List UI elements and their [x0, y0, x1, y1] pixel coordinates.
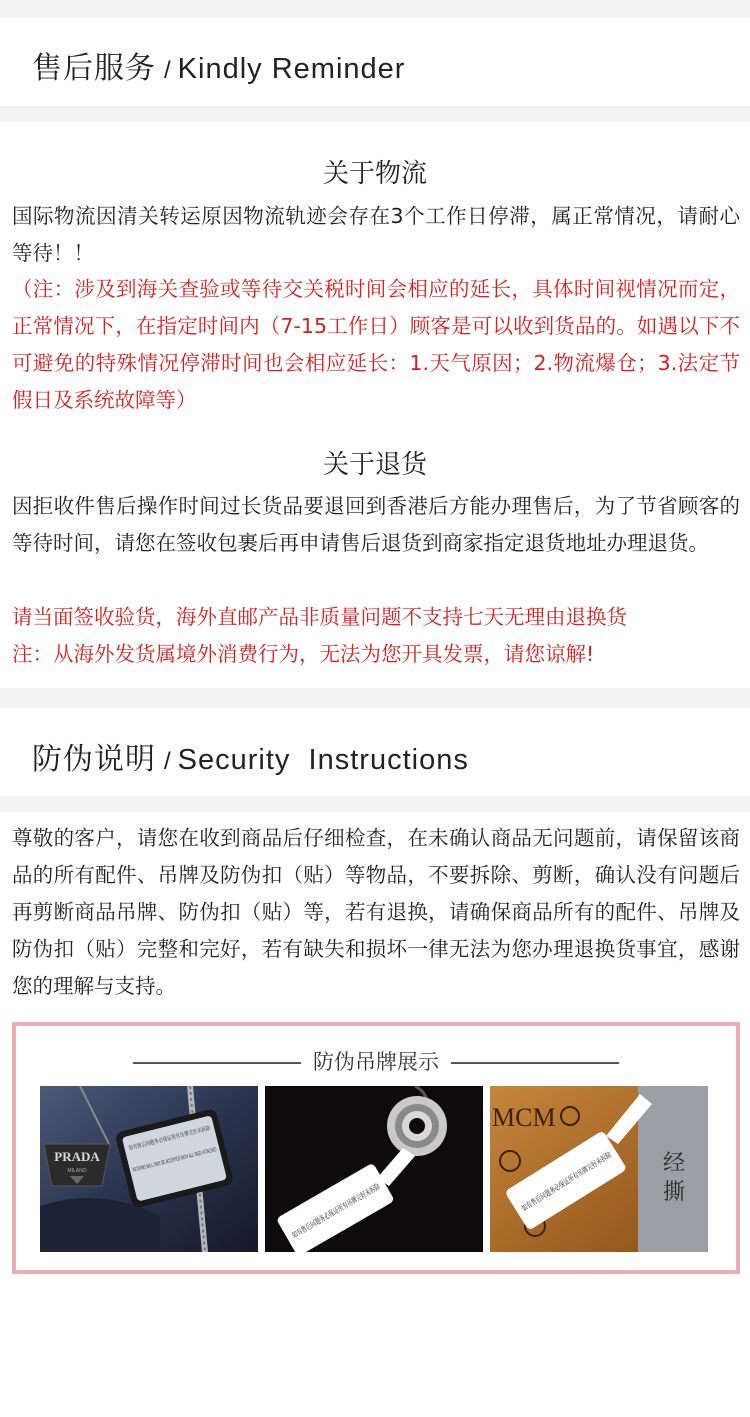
prada-bag-photo: [40, 1086, 258, 1252]
tag-photo-seal: [265, 1086, 483, 1252]
security-title-cn: 防伪说明: [32, 742, 156, 777]
tag-3-cn-text: 如有售后问题务必保证所有吊牌完好未拆除: [520, 1124, 654, 1214]
prada-brand-text: PRADA: [54, 1149, 100, 1164]
divider-band: [0, 796, 750, 812]
security-header: [0, 708, 750, 796]
divider-band: [0, 688, 750, 708]
tag-2-cn-text: 如有售后问题务必保证所有吊牌完好未拆除: [290, 1156, 427, 1240]
seal-photo: [265, 1086, 483, 1252]
title-slash: /: [164, 748, 172, 775]
logistics-note: （注：涉及到海关查验或等待交关税时间会相应的延长，具体时间视情况而定，正常情况下，在指定时间内（7-15工作日）顾客是可以收到货品的。如遇以下不可避免的特殊情况停滞时间也会相应延长：1.天气原因；2.物流爆仓；3.法定节假日及系统故障等）: [12, 277, 740, 412]
tag-showcase-title-text: 防伪吊牌展示: [313, 1050, 439, 1074]
kindly-reminder-title-en: Kindly Reminder: [177, 53, 406, 85]
logistics-title: 关于物流: [322, 159, 427, 189]
divider-band: [0, 106, 750, 122]
logistics-body: 国际物流因清关转运原因物流轨迹会存在3个工作日停滞，属正常情况，请耐心等待！！: [12, 204, 740, 265]
tag-showcase-title: [16, 1046, 736, 1076]
returns-warning-1: 请当面签收验货，海外直邮产品非质量问题不支持七天无理由退换货: [12, 605, 627, 629]
returns-title: 关于退货: [322, 450, 427, 480]
tag-1-cn-text: 如有售后问题务必保证所有吊牌完好未拆除: [127, 1117, 241, 1153]
top-band: [0, 0, 750, 18]
title-rule-left: [133, 1062, 301, 1064]
security-body: 尊敬的客户，请您在收到商品后仔细检查，在未确认商品无问题前，请保留该商品的所有配件、吊牌及防伪扣（贴）等物品，不要拆除、剪断，确认没有问题后再剪断商品吊牌、防伪扣（贴）等，若有退换，请确保商品所有的配件、吊牌及防伪扣（贴）完整和完好，若有缺失和损坏一律无法为您办理退换货事宜，感谢您的理解与支持。: [12, 826, 740, 998]
tag-photo-prada: [40, 1086, 258, 1252]
prada-brand-sub-text: MILANO: [67, 1168, 87, 1174]
title-rule-right: [451, 1062, 619, 1064]
security-title: [32, 734, 469, 778]
tag-showcase: [12, 1022, 740, 1274]
returns-body: 因拒收件售后操作时间过长货品要退回到香港后方能办理售后，为了节省顾客的等待时间，请您在签收包裹后再申请售后退货到商家指定退货地址办理退货。: [12, 494, 740, 555]
prada-logo-plate: [44, 1144, 110, 1186]
mcm-photo: [490, 1086, 708, 1252]
mcm-side-text: 经 撕: [659, 1150, 685, 1202]
kindly-reminder-header: [0, 18, 750, 106]
mcm-brand-text: MCM: [492, 1103, 556, 1132]
title-slash: /: [164, 57, 172, 84]
security-title-en: Security Instructions: [177, 744, 469, 776]
kindly-reminder-title: [32, 43, 405, 87]
kindly-reminder-title-cn: 售后服务: [32, 51, 156, 86]
tag-photo-mcm: [490, 1086, 708, 1252]
returns-warning-2: 注：从海外发货属境外消费行为，无法为您开具发票，请您谅解!: [12, 642, 595, 666]
